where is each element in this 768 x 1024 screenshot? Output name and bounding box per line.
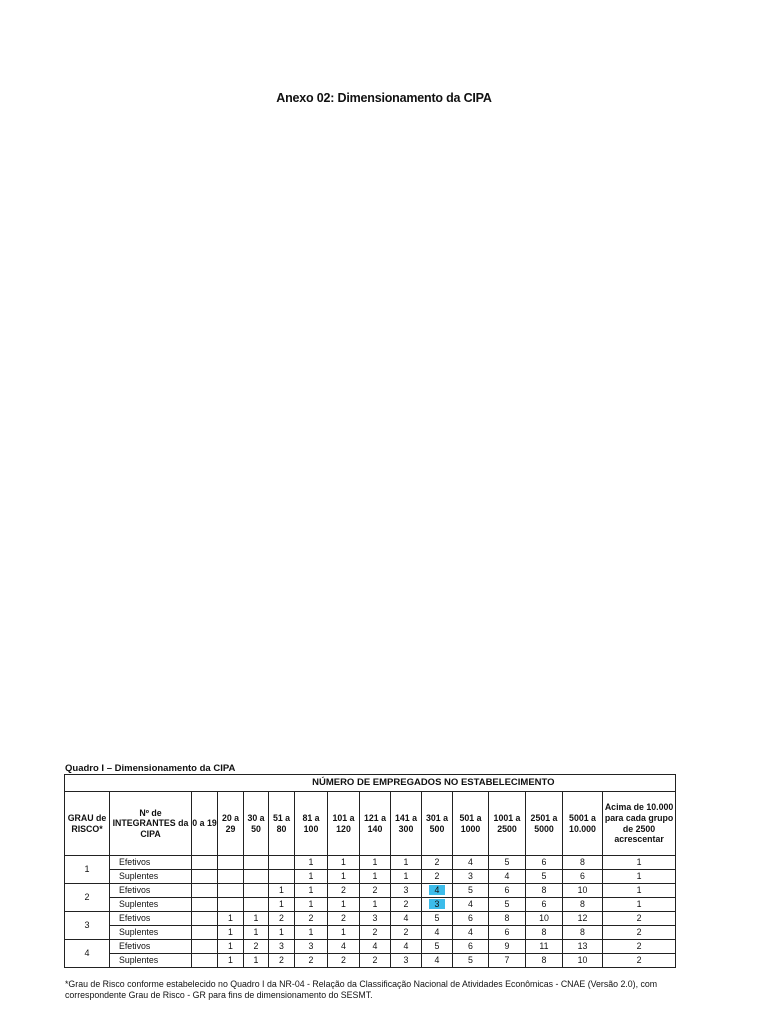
value-cell: 2 <box>391 898 422 912</box>
table-corner <box>65 775 192 792</box>
grau-risco-cell: 3 <box>65 912 110 940</box>
column-header: 1001 a 2500 <box>489 792 526 856</box>
column-header: 5001 a 10.000 <box>563 792 603 856</box>
value-cell: 1 <box>218 954 244 968</box>
value-cell: 1 <box>295 884 328 898</box>
value-cell: 6 <box>526 856 563 870</box>
value-cell: 2 <box>269 954 295 968</box>
value-cell: 3 <box>269 940 295 954</box>
value-cell: 4 <box>489 870 526 884</box>
value-cell: 5 <box>526 870 563 884</box>
value-cell <box>192 940 218 954</box>
value-cell: 2 <box>328 884 360 898</box>
value-cell: 1 <box>603 856 676 870</box>
table-row <box>65 884 676 898</box>
value-cell: 10 <box>563 954 603 968</box>
table-row <box>65 912 676 926</box>
value-cell: 2 <box>603 940 676 954</box>
value-cell: 4 <box>422 954 453 968</box>
value-cell: 8 <box>563 856 603 870</box>
member-type-cell: Efetivos <box>110 940 192 954</box>
value-cell: 3 <box>453 870 489 884</box>
value-cell: 6 <box>563 870 603 884</box>
value-cell: 3 <box>391 884 422 898</box>
value-cell: 1 <box>269 884 295 898</box>
value-cell: 6 <box>489 926 526 940</box>
value-cell: 8 <box>526 884 563 898</box>
value-cell: 2 <box>244 940 269 954</box>
value-cell <box>218 898 244 912</box>
value-cell: 1 <box>295 898 328 912</box>
value-cell: 9 <box>489 940 526 954</box>
value-cell: 2 <box>422 870 453 884</box>
value-cell: 8 <box>563 926 603 940</box>
table-row <box>65 898 676 912</box>
footnote: *Grau de Risco conforme estabelecido no Quadro I da NR-04 - Relação da Classificação Nacional de Atividades Econômicas - CNAE (Versão 2.0), com correspondente Grau de Risco - GR para fins de dimensionamento do SESMT. <box>65 979 658 1001</box>
table-row <box>65 926 676 940</box>
value-cell: 1 <box>244 926 269 940</box>
value-cell: 8 <box>489 912 526 926</box>
page-title: Anexo 02: Dimensionamento da CIPA <box>276 91 492 105</box>
cipa-dimension-table <box>64 774 676 968</box>
value-cell: 1 <box>295 926 328 940</box>
value-cell <box>269 856 295 870</box>
column-header: Acima de 10.000 para cada grupo de 2500 acrescentar <box>603 792 676 856</box>
value-cell: 4 <box>391 940 422 954</box>
value-cell: 6 <box>453 940 489 954</box>
value-cell: 1 <box>269 898 295 912</box>
column-header: 101 a 120 <box>328 792 360 856</box>
group-header: NÚMERO DE EMPREGADOS NO ESTABELECIMENTO <box>192 775 676 792</box>
value-cell: 2 <box>391 926 422 940</box>
grau-risco-cell: 2 <box>65 884 110 912</box>
value-cell: 5 <box>489 898 526 912</box>
column-header: 81 a 100 <box>295 792 328 856</box>
table-row <box>65 940 676 954</box>
column-header: 30 a 50 <box>244 792 269 856</box>
table-row <box>65 870 676 884</box>
value-cell: 8 <box>526 926 563 940</box>
value-cell: 5 <box>422 912 453 926</box>
value-cell <box>192 898 218 912</box>
value-cell: 2 <box>295 954 328 968</box>
value-cell: 5 <box>453 884 489 898</box>
value-cell: 12 <box>563 912 603 926</box>
value-cell: 1 <box>328 898 360 912</box>
value-cell: 2 <box>360 884 391 898</box>
value-cell: 4 <box>453 856 489 870</box>
member-type-cell: Efetivos <box>110 884 192 898</box>
value-cell: 4 <box>453 898 489 912</box>
value-cell <box>422 884 453 898</box>
member-type-cell: Suplentes <box>110 954 192 968</box>
value-cell: 5 <box>489 856 526 870</box>
value-cell: 2 <box>328 912 360 926</box>
value-cell: 2 <box>603 912 676 926</box>
value-cell: 2 <box>603 926 676 940</box>
value-cell: 1 <box>391 870 422 884</box>
grau-risco-cell: 4 <box>65 940 110 968</box>
value-cell: 1 <box>603 884 676 898</box>
value-cell: 8 <box>563 898 603 912</box>
value-cell <box>192 870 218 884</box>
value-cell: 2 <box>422 856 453 870</box>
highlighted-value: 3 <box>429 899 445 909</box>
value-cell: 1 <box>328 856 360 870</box>
value-cell: 10 <box>563 884 603 898</box>
member-type-cell: Efetivos <box>110 856 192 870</box>
value-cell <box>192 884 218 898</box>
member-type-cell: Efetivos <box>110 912 192 926</box>
value-cell: 1 <box>360 856 391 870</box>
value-cell: 2 <box>360 926 391 940</box>
table-body <box>65 856 676 968</box>
column-header-row <box>65 792 676 856</box>
value-cell: 6 <box>489 884 526 898</box>
value-cell: 1 <box>360 898 391 912</box>
value-cell: 4 <box>328 940 360 954</box>
value-cell: 3 <box>295 940 328 954</box>
value-cell: 1 <box>218 912 244 926</box>
value-cell: 10 <box>526 912 563 926</box>
column-header: 301 a 500 <box>422 792 453 856</box>
grau-risco-cell: 1 <box>65 856 110 884</box>
value-cell: 1 <box>244 954 269 968</box>
value-cell <box>192 856 218 870</box>
column-header: 141 a 300 <box>391 792 422 856</box>
value-cell: 1 <box>295 856 328 870</box>
value-cell: 1 <box>218 926 244 940</box>
member-type-cell: Suplentes <box>110 926 192 940</box>
column-header: 20 a 29 <box>218 792 244 856</box>
value-cell: 4 <box>422 926 453 940</box>
value-cell <box>244 898 269 912</box>
value-cell: 5 <box>453 954 489 968</box>
value-cell: 1 <box>295 870 328 884</box>
value-cell: 2 <box>269 912 295 926</box>
column-header: Nº de INTEGRANTES da CIPA <box>110 792 192 856</box>
value-cell: 11 <box>526 940 563 954</box>
value-cell <box>422 898 453 912</box>
column-header: 2501 a 5000 <box>526 792 563 856</box>
value-cell <box>244 884 269 898</box>
value-cell <box>244 870 269 884</box>
table-caption: Quadro I – Dimensionamento da CIPA <box>65 763 236 774</box>
value-cell: 1 <box>391 856 422 870</box>
value-cell: 4 <box>391 912 422 926</box>
value-cell <box>218 856 244 870</box>
value-cell: 2 <box>603 954 676 968</box>
value-cell: 4 <box>453 926 489 940</box>
column-header: 121 a 140 <box>360 792 391 856</box>
table-row <box>65 954 676 968</box>
table-row <box>65 856 676 870</box>
value-cell: 5 <box>422 940 453 954</box>
value-cell: 3 <box>391 954 422 968</box>
value-cell: 1 <box>360 870 391 884</box>
value-cell: 1 <box>269 926 295 940</box>
highlighted-value: 4 <box>429 885 445 895</box>
value-cell: 4 <box>360 940 391 954</box>
column-header: 51 a 80 <box>269 792 295 856</box>
value-cell: 1 <box>603 870 676 884</box>
value-cell <box>244 856 269 870</box>
value-cell <box>269 870 295 884</box>
value-cell: 7 <box>489 954 526 968</box>
value-cell <box>218 884 244 898</box>
value-cell: 6 <box>453 912 489 926</box>
value-cell: 2 <box>328 954 360 968</box>
value-cell: 2 <box>295 912 328 926</box>
value-cell <box>192 954 218 968</box>
value-cell: 6 <box>526 898 563 912</box>
value-cell: 1 <box>328 926 360 940</box>
value-cell: 13 <box>563 940 603 954</box>
column-header: 0 a 19 <box>192 792 218 856</box>
value-cell <box>218 870 244 884</box>
value-cell: 1 <box>244 912 269 926</box>
column-header: GRAU de RISCO* <box>65 792 110 856</box>
value-cell <box>192 912 218 926</box>
value-cell: 1 <box>328 870 360 884</box>
value-cell: 8 <box>526 954 563 968</box>
value-cell: 2 <box>360 954 391 968</box>
value-cell: 1 <box>603 898 676 912</box>
column-header: 501 a 1000 <box>453 792 489 856</box>
value-cell: 3 <box>360 912 391 926</box>
member-type-cell: Suplentes <box>110 870 192 884</box>
member-type-cell: Suplentes <box>110 898 192 912</box>
value-cell <box>192 926 218 940</box>
value-cell: 1 <box>218 940 244 954</box>
